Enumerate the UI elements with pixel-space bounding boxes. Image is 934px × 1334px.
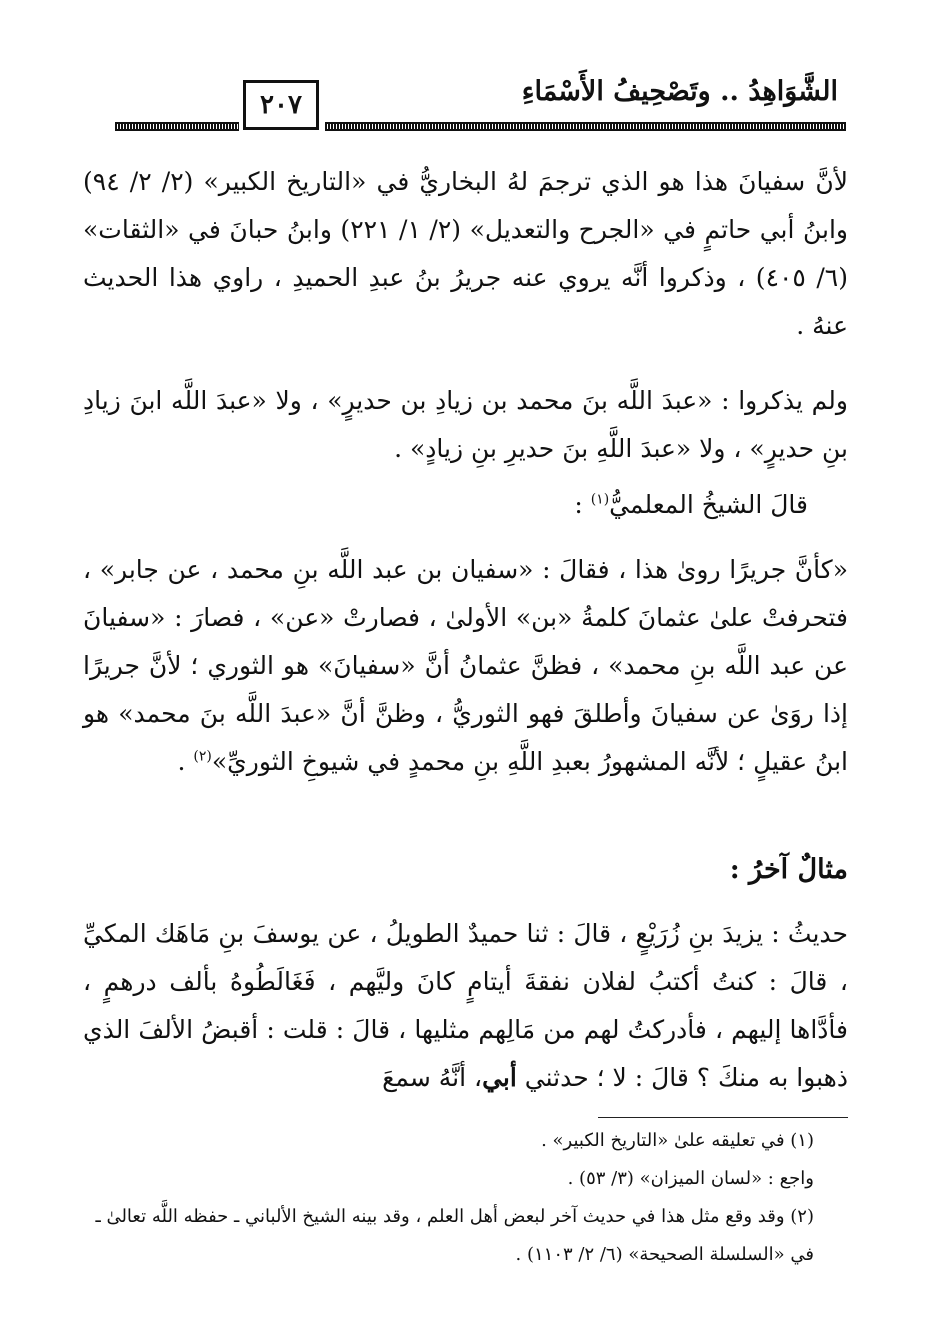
- running-title: الشَّوَاهِدُ .. وتَصْحِيفُ الأَسْمَاءِ: [521, 76, 838, 107]
- footnote-separator: [598, 1117, 848, 1118]
- footnote-1-continuation: واجع : «لسان الميزان» (٣/ ٥٣) .: [567, 1168, 814, 1189]
- footnote-ref-2[interactable]: (٢): [193, 748, 212, 765]
- paragraph-3-text: قالَ الشيخُ المعلميُّ: [609, 490, 808, 519]
- paragraph-2: ولم يذكروا : «عبدَ اللَّه بنَ محمد بن زيادِ بن حديرٍ» ، ولا «عبدَ اللَّه ابنَ زيادِ بنِ حديرٍ» ، ولا «عبدَ اللَّهِ بنَ حديرِ بنِ زيادٍ» .: [83, 386, 848, 463]
- section-heading: مثالٌ آخرُ :: [729, 854, 848, 885]
- header-rule-left: [115, 122, 239, 131]
- footnote-2: (٢) وقد وقع مثل هذا في حديث آخر لبعض أهل العلم ، وقد بينه الشيخ الألباني ـ حفظه اللَّه تعالىٰ ـ في «السلسلة الصحيحة» (٦/ ٢/ ١١٠٣) .: [95, 1206, 814, 1265]
- page-number: ٢٠٧: [243, 80, 319, 130]
- paragraph-3: [83, 481, 808, 529]
- paragraph-4-end: .: [177, 747, 194, 776]
- footnote-1: (١) في تعليقه علىٰ «التاريخ الكبير» .: [541, 1130, 814, 1151]
- header-rule-right: [325, 122, 846, 131]
- paragraph-6-text-a: حديثُ : يزيدَ بنِ زُرَيْعٍ ، قالَ : ثنا حميدٌ الطويلُ ، عن يوسفَ بنِ مَاهَك المكيِّ ، قالَ : كنتُ أكتبُ لفلان نفقةَ أيتامٍ كانَ وليَّهم ، فَغَالَطُوهُ بألف درهمٍ ، فأدَّاها إليهم ، فأدركتُ لهم من مَالِهم مثليها ، قالَ : قلت : أقبضُ الألفَ الذي ذهبوا به منكَ ؟ قالَ : لا ؛ حدثني: [83, 919, 848, 1092]
- paragraph-6-bold: أبي: [482, 1063, 517, 1092]
- paragraph-3-end: :: [574, 490, 591, 519]
- paragraph-1: لأنَّ سفيانَ هذا هو الذي ترجمَ لهُ البخاريُّ في «التاريخ الكبير» (٢/ ٢/ ٩٤) وابنُ أبي حاتمٍ في «الجرح والتعديل» (٢/ ١/ ٢٢١) وابنُ حبانَ في «الثقات» (٦/ ٤٠٥) ، وذكروا أنَّه يروي عنه جريرُ بنُ عبدِ الحميدِ ، راوي هذا الحديث عنهُ .: [83, 167, 849, 340]
- paragraph-6: [83, 910, 848, 1102]
- paragraph-6-text-b: ، أنَّهُ سمعَ: [382, 1063, 483, 1092]
- paragraph-4-text: «كأنَّ جريرًا روىٰ هذا ، فقالَ : «سفيان بن عبد اللَّه بنِ محمد ، عن جابر» ، فتحرفتْ علىٰ عثمانَ كلمةُ «بن» الأولىٰ ، فصارتْ «عن» ، فصارَ : «سفيانَ عن عبد اللَّه بنِ محمد» ، فظنَّ عثمانُ أنَّ «سفيانَ» هو الثوري ؛ لأنَّ جريرًا إذا روَىٰ عن سفيانَ وأطلقَ فهو الثوريُّ ، وظنَّ أنَّ «عبدَ اللَّه بنَ محمد» هو ابنُ عقيلٍ ؛ لأنَّه المشهورُ بعبدِ اللَّهِ بنِ محمدٍ في شيوخِ الثوريِّ»: [83, 555, 848, 776]
- footnote-ref-1[interactable]: (١): [590, 491, 610, 508]
- paragraph-4-quote: [83, 546, 848, 786]
- footnotes: [83, 1122, 848, 1274]
